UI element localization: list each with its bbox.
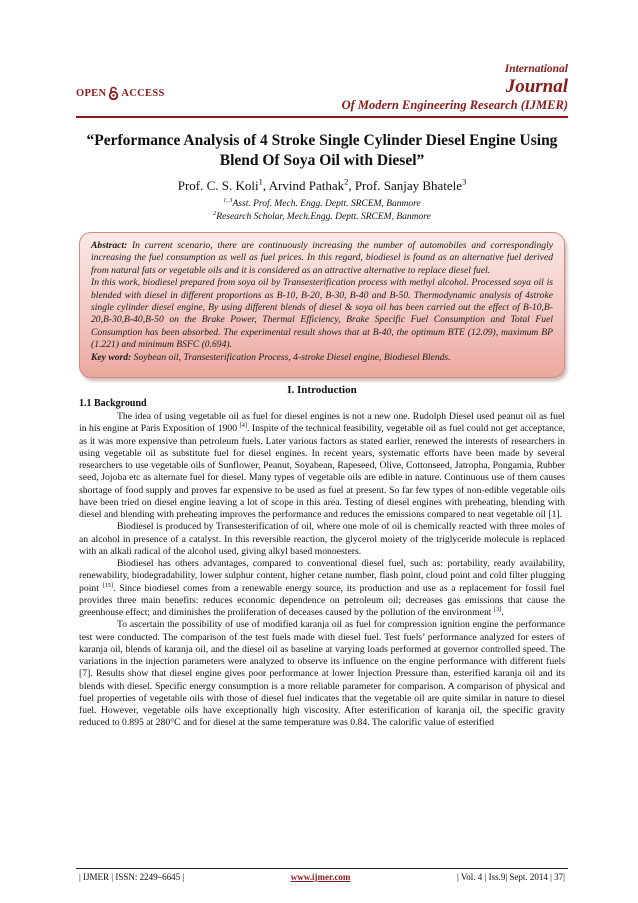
open-access-lock-icon xyxy=(108,86,119,100)
body-paragraph-3 xyxy=(79,558,565,619)
citation-ref: [15] xyxy=(102,581,114,589)
journal-header xyxy=(76,62,568,118)
body-p3-part-c: . xyxy=(501,607,504,618)
affiliation-2-sup: 2 xyxy=(213,210,217,217)
body-paragraph-2: Biodiesel is produced by Transesterification of oil, where one mole of oil is chemically reacted with three moles of an alcohol in presence of a catalyst. In this reversible reaction, the glycerol moiety of the triglyceride molecule is replaced with an alkali radical of the alcohol used, giving alkyl based monoesters. xyxy=(79,521,565,557)
affiliation-1-sup: 1, 3 xyxy=(223,197,233,204)
journal-international: International xyxy=(504,63,568,75)
author-1-sup: 1 xyxy=(258,176,263,187)
affiliation-1-text: Asst. Prof. Mech. Engg. Deptt. SRCEM, Banmore xyxy=(232,199,421,209)
header-rule xyxy=(76,116,568,118)
author-2: Arvind Pathak xyxy=(268,178,345,193)
open-access-text-left: OPEN xyxy=(76,87,107,99)
author-line xyxy=(76,178,568,194)
body-paragraph-1 xyxy=(79,411,565,521)
abstract-paragraph-1 xyxy=(91,240,553,277)
citation-ref: [3] xyxy=(493,605,502,613)
open-access-badge xyxy=(76,86,165,100)
author-1: Prof. C. S. Koli xyxy=(177,178,259,193)
keywords-label: Key word: xyxy=(91,351,132,363)
abstract-box xyxy=(79,232,565,378)
abstract-label: Abstract: xyxy=(91,240,128,251)
author-2-sup: 2 xyxy=(344,176,349,187)
section-heading-introduction: I. Introduction xyxy=(287,384,357,396)
citation-ref: [4] xyxy=(239,422,247,430)
footer-website-link[interactable]: www.ijmer.com xyxy=(290,872,351,882)
author-separator: , xyxy=(262,178,269,193)
affiliation-2 xyxy=(76,211,568,223)
body-p3-part-a: Biodiesel has others advantages, compared to conventional diesel fuel, such as: portability, ready availability, renewability, biodegradability, lower sulphur content, higher cetane number, flash point, cloud point and cold filter plugging point xyxy=(79,558,565,594)
body-p3-part-b: . Since biodiesel comes from a renewable energy source, its production and use as a replacement for fossil fuel provides three main benefits: reduces economic dependence on petroleum oil; decreases gas emissions that cause the greenhouse effect; and diminishes the proliferation of deceases caused by the pollution of the environment xyxy=(79,582,566,618)
author-3: Prof. Sanjay Bhatele xyxy=(354,178,463,193)
abstract-text-1: In current scenario, there are continuously increasing the number of automobiles and correspondingly increasing the fuel consumption as well as fuel prices. In this regard, biodiesel is found as an alternative fuel derived from natural fats or vegetable oils and it is considered as an attractive alternative to replace diesel fuel. xyxy=(91,240,553,276)
body-text xyxy=(79,411,565,730)
body-paragraph-4: To ascertain the possibility of use of modified karanja oil as fuel for compression ignition engine the performance test were conducted. The comparison of the test fuels made with diesel fuel. Test fuels’ performance analyzed for esters of karanja oil, blends of karanja oil, and the diesel oil as baseline at varying loads performed at governor controlled speed. The variations in the injection parameters were analyzed to observe its influence on the engine performance with different fuels [7]. Results show that diesel engine gives poor performance at lower Injection Pressure than, esterified karanja oil and its blends with diesel. Specific energy consumption is a more reliable parameter for comparison. A comparison of physical and fuel properties of vegetable oils with those of diesel fuel indicates that the vegetable oil are quite similar in nature to diesel fuel. However, vegetable oils have exceptionally high viscosity. After esterification of karanja oil, the specific gravity reduced to 0.895 at 280°C and for diesel at the same temperature was 0.84. The calorific value of esterified xyxy=(79,619,565,729)
journal-name-block xyxy=(342,62,568,113)
journal-title: Journal xyxy=(505,76,568,97)
open-access-text-right: ACCESS xyxy=(121,87,165,99)
footer-volume: | Vol. 4 | Iss.9| Sept. 2014 | 37| xyxy=(457,872,565,882)
subsection-heading-background: 1.1 Background xyxy=(79,398,147,409)
affiliation-2-text: Research Scholar, Mech.Engg. Deptt. SRCEM, Banmore xyxy=(216,212,431,222)
footer-rule xyxy=(76,868,568,869)
page-footer xyxy=(79,872,565,882)
keywords-text: Soybean oil, Transesterification Process, 4-stroke Diesel engine, Biodiesel Blends. xyxy=(131,351,451,363)
body-p1-part-b: . Inspite of the technical feasibility, vegetable oil as fuel could not get acceptance, as it was more expensive than petroleum fuels. Later various factors as stated earlier, renewed the interests of researchers in using vegetable oil as substitute fuel for diesel engines. In recent years, systematic efforts have been made by several researchers to use vegetable oils of Sunflower, Peanut, Soyabean, Rapeseed, Olive, Cottonseed, Jatropha, Pongamia, Rubber seed, Jojoba etc as alternate fuel for diesel. Many types of vegetable oils are edible in nature. Continuous use of them causes shortage of food supply and proves far expensive to be used as fuel at present. So far few types of non-edible vegetable oils have been tried on diesel engine leaving a lot of scope in this area. Testing of diesel engines with preheating, blending with diesel and blending with preheating improves the performance and reduces the emissions compared to neat vegetable oil [1]. xyxy=(79,423,565,520)
body-p1-part-a: The idea of using vegetable oil as fuel for diesel engines is not a new one. Rudolph Diesel used peanut oil as fuel in his engine at Paris Exposition of 1900 xyxy=(79,411,565,435)
abstract-paragraph-2: In this work, biodiesel prepared from soya oil by Transesterification process with methyl alcohol. Processed soya oil is blended with diesel in different proportions as B-10, B-20, B-30, B-40 and B-50. Thermodynamic analysis of 4stroke single cylinder diesel engine, By using different blends of diesel & soya oil has been carried out the effect of B-10,B-20,B-30,B-40,B-50 on the Brake Power, Thermal Efficiency, Brake Specific Fuel Consumption and Total Fuel Consumption has been absorbed. The experimental result shows that at B-40, the optimum BTE (12.09), maximum BP (1.221) and minimum BSFC (0.694). xyxy=(91,277,553,351)
keywords xyxy=(91,352,553,364)
journal-subtitle: Of Modern Engineering Research (IJMER) xyxy=(341,98,568,112)
author-3-sup: 3 xyxy=(462,176,467,187)
paper-title: “Performance Analysis of 4 Stroke Single Cylinder Diesel Engine Using Blend Of Soya Oil with Diesel” xyxy=(86,132,558,169)
affiliation-1 xyxy=(76,198,568,210)
footer-issn: | IJMER | ISSN: 2249–6645 | xyxy=(79,872,185,882)
author-separator: , xyxy=(348,178,355,193)
